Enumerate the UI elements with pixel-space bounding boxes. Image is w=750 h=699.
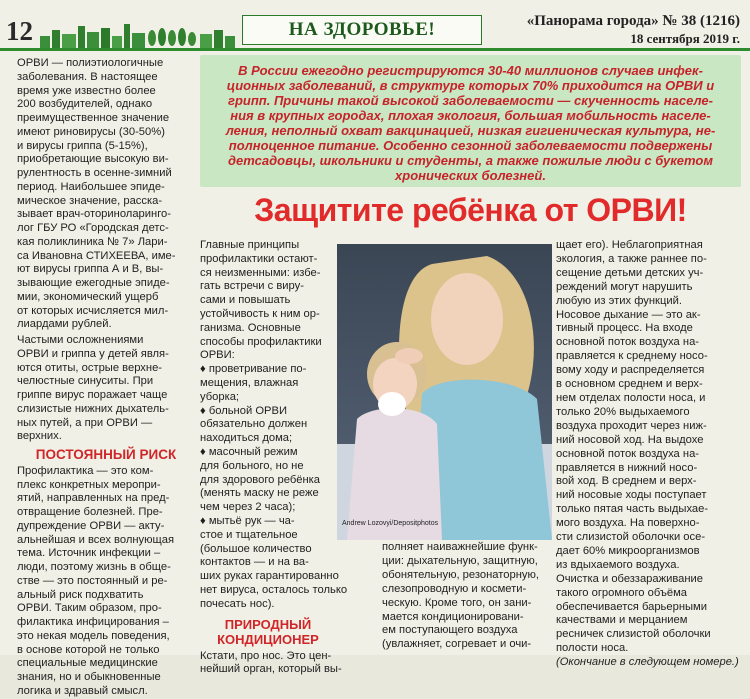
article-photo xyxy=(337,244,552,540)
list-item: для здорового ребёнка xyxy=(200,473,320,486)
list-item: для больного, но не xyxy=(200,459,304,472)
text-line: слизистые нижних дыхатель- xyxy=(17,402,169,415)
text-line: и вирусы гриппа (5-15%), xyxy=(17,139,148,152)
list-item: чем через 2 часа); xyxy=(200,501,296,514)
list-item: ♦ мытьё рук — ча- xyxy=(200,514,295,527)
list-item: нет вируса, осталось только xyxy=(200,583,348,596)
text-line: ОРВИ — полиэтиологичные xyxy=(17,57,164,69)
text-line: ний носовые ходы поступает xyxy=(556,489,707,502)
text-line: гать встречи с виру- xyxy=(200,280,304,293)
text-line: тивный процесс. На входе xyxy=(556,322,693,335)
text-line: ресничек слизистой оболочки xyxy=(556,628,711,641)
text-line: ных путей, а при ОРВИ — xyxy=(17,416,153,429)
text-line: сещение детьми детских уч- xyxy=(556,266,704,279)
text-line: устойчивость к ним ор- xyxy=(200,307,320,320)
continuation-note: (Окончание в следующем номере.) xyxy=(556,656,739,669)
lead-line: грипп. Причины такой высокой заболеваемости — скученность населе- xyxy=(228,93,713,108)
text-line: в основном среднем и верх- xyxy=(556,378,703,391)
text-line: сти слизистой оболочки осе- xyxy=(556,531,706,544)
text-line: зывает врач-оториноларинго- xyxy=(17,208,171,221)
paper-name: «Панорама города» № 38 (1216) xyxy=(526,13,740,29)
text-line: мическое значение, расска- xyxy=(17,194,163,207)
page-header xyxy=(0,0,750,50)
text-line: экология, а также раннее по- xyxy=(556,252,707,265)
section-heading-constant-risk: ПОСТОЯННЫЙ РИСК xyxy=(35,447,177,462)
text-line: стве — это постоянный и ре- xyxy=(17,574,168,587)
list-item: контактов — и на ва- xyxy=(200,556,309,569)
text-line: логика и здравый смысл. xyxy=(17,684,148,697)
middle-para-2 xyxy=(200,649,342,678)
text-line: лог ГБУ РО «Городская детс- xyxy=(17,222,169,234)
text-line: ний носовой ход. На выдохе xyxy=(556,433,704,446)
prevention-list xyxy=(200,363,348,611)
text-line: способы профилактики xyxy=(200,335,322,348)
city-skyline-graphic xyxy=(40,22,235,48)
text-line: Очистка и обеззараживание xyxy=(556,572,704,585)
rubric-title: НА ЗДОРОВЬЕ! xyxy=(288,19,436,40)
text-line: только 20% выдыхаемого xyxy=(556,405,690,418)
text-line: обонятельную, резонаторную, xyxy=(382,568,539,581)
lead-box xyxy=(200,55,741,187)
text-line: ятий, направленных на пред- xyxy=(17,492,170,505)
list-item: ♦ масочный режим xyxy=(200,445,298,458)
article-headline: Защитите ребёнка от ОРВИ! xyxy=(254,192,687,228)
text-line: дупреждение ОРВИ — акту- xyxy=(17,519,165,532)
list-item: стое и тщательное xyxy=(200,528,298,541)
text-line: вому ходу и распределяется xyxy=(556,364,705,377)
list-item: почесать нос). xyxy=(200,597,275,610)
text-line: правляется к среднему носо- xyxy=(556,350,708,363)
text-line: Кстати, про нос. Это цен- xyxy=(200,649,332,662)
list-item: уборка; xyxy=(200,390,240,403)
middle-para-1 xyxy=(200,239,336,363)
middle-column xyxy=(200,239,348,677)
text-line: ют вирусы гриппа А и В, вы- xyxy=(17,263,164,276)
left-para-3 xyxy=(17,465,195,699)
list-item: находиться дома; xyxy=(200,432,293,445)
text-line: ются отиты, острые верхне- xyxy=(17,361,163,374)
text-line: любую из этих функций. xyxy=(556,294,682,307)
header-divider xyxy=(0,48,750,51)
text-line: нейший орган, который вы- xyxy=(200,663,342,676)
text-line: мии, экономический ущерб xyxy=(17,290,159,303)
lead-line: ния в крупных городах, плохая экология, большая мобильность населе- xyxy=(230,108,711,123)
list-item: ♦ больной ОРВИ xyxy=(200,404,287,417)
right-para-1 xyxy=(556,239,743,309)
issue-date: 18 сентября 2019 г. xyxy=(630,31,740,46)
text-line: ганизма. Основные xyxy=(200,321,301,334)
text-line: Носовое дыхание — это ак- xyxy=(556,308,701,321)
left-para-1 xyxy=(17,57,195,332)
text-line: (увлажняет, согревает и очи- xyxy=(382,638,532,651)
left-para-2 xyxy=(17,334,195,444)
text-line: альный риск подхватить xyxy=(17,588,144,601)
list-item: (большое количество xyxy=(200,542,312,555)
list-item: (менять маску не реже xyxy=(200,487,319,500)
rubric-box xyxy=(242,15,482,45)
text-line: период. Наибольшее эпиде- xyxy=(17,180,165,193)
text-line: 200 возбудителей, однако xyxy=(17,98,153,111)
text-line: мается кондиционировани- xyxy=(382,610,524,623)
photo-credit: Andrew Lozovyi/Depositphotos xyxy=(342,520,439,527)
text-line: правляется в нижний носо- xyxy=(556,461,698,474)
text-line: полости носа. xyxy=(556,642,629,655)
text-line: специальные медицинские xyxy=(17,657,158,670)
lead-line: ления, неполный охват вакцинацией, низкая гигиеническая культура, не- xyxy=(225,123,716,138)
text-line: челюстные синуситы. При xyxy=(17,375,154,388)
text-line: от которых исчисляется мил- xyxy=(17,304,169,317)
text-line: преимущественное значение xyxy=(17,112,170,124)
left-column xyxy=(17,57,195,699)
text-line: имеют риновирусы (30-50%) xyxy=(17,125,165,138)
text-line: заболевания. В настоящее xyxy=(17,70,158,83)
text-line: Профилактика — это ком- xyxy=(17,464,154,477)
text-line: в основе которой не только xyxy=(17,643,160,656)
text-line: ся неизменными: избе- xyxy=(200,266,321,279)
text-line: слезопроводную и космети- xyxy=(382,582,527,595)
text-line: из вдыхаемого воздуха. xyxy=(556,558,680,571)
text-line: основной поток воздуха на- xyxy=(556,447,700,460)
page-number: 12 xyxy=(6,16,33,46)
text-line: верхних. xyxy=(17,430,62,443)
text-line: ОРВИ: xyxy=(200,349,235,362)
text-line: время уже известно более xyxy=(17,84,156,97)
text-line: ОРВИ. Таким образом, про- xyxy=(17,602,162,615)
text-line: основной поток воздуха на- xyxy=(556,336,700,349)
text-line: плекс конкретных меропри- xyxy=(17,478,161,491)
text-line: кая поликлиника № 7» Лари- xyxy=(17,235,168,248)
text-line: люди, поэтому жизнь в обще- xyxy=(17,561,171,573)
list-item: обязательно должен xyxy=(200,418,308,431)
text-line: отвращение болезней. Пре- xyxy=(17,506,163,518)
text-line: гриппе вирус поражает чаще xyxy=(17,389,168,401)
lead-line: детсадовцы, школьники и студенты, а также пожилые люди с букетом xyxy=(228,153,713,168)
text-line: такого огромного объёма xyxy=(556,586,688,599)
text-line: вой ход. В среднем и верх- xyxy=(556,475,697,488)
heading-line: КОНДИЦИОНЕР xyxy=(217,631,319,647)
lead-line: ционных заболеваний, в структуре которых 70% приходится на ОРВИ и xyxy=(226,78,715,93)
text-line: са Ивановна СТИХЕЕВА, име- xyxy=(17,249,176,262)
text-line: знания, но и обыкновенные xyxy=(17,671,161,683)
text-line: качествами и мерцанием xyxy=(556,614,688,627)
text-line: ческую. Кроме того, он зани- xyxy=(382,596,532,609)
text-line: только пятая часть выдыхае- xyxy=(556,503,709,516)
lead-line: полноценное питание. Особенно сезонной заболеваемости подвержены xyxy=(228,138,713,153)
text-line: нем отделах полости носа, и xyxy=(556,391,706,404)
right-column xyxy=(556,239,743,670)
text-line: приобретающие высокую ви- xyxy=(17,153,169,166)
text-line: щает его). Неблагоприятная xyxy=(556,239,703,251)
lead-line: хронических болезней. xyxy=(395,168,546,183)
text-line: реждений могут нарушить xyxy=(556,280,693,293)
text-line: филактика инфицирования – xyxy=(17,616,169,628)
text-line: воздуха проходит через ниж- xyxy=(556,419,707,432)
text-line: Частыми осложнениями xyxy=(17,334,144,346)
text-line: сами и повышать xyxy=(200,294,291,307)
text-line: дает 60% микроорганизмов xyxy=(556,544,700,557)
text-line: Главные принципы xyxy=(200,239,300,251)
lead-line: В России ежегодно регистрируются 30-40 миллионов случаев инфек- xyxy=(238,63,703,78)
text-line: полняет наиважнейшие функ- xyxy=(382,541,538,553)
right-para-2 xyxy=(556,309,743,657)
text-line: мого воздуха. На поверхно- xyxy=(556,517,700,530)
text-line: лиардами рублей. xyxy=(17,318,112,331)
heading-line: ПРИРОДНЫЙ xyxy=(224,616,312,632)
list-item: ♦ проветривание по- xyxy=(200,363,307,376)
text-line: ции: дыхательную, защитную, xyxy=(382,554,538,567)
text-line: рулентность в осенне-зимний xyxy=(17,167,172,179)
list-item: ших руках гарантированно xyxy=(200,570,339,583)
bottom-column xyxy=(382,541,552,652)
section-heading-natural-conditioner xyxy=(200,617,336,647)
text-line: альнейшая и всех волнующая xyxy=(17,533,175,546)
list-item: мещения, влажная xyxy=(200,376,299,389)
text-line: ОРВИ и гриппа у детей явля- xyxy=(17,347,169,360)
text-line: ем поступающего воздуха xyxy=(382,624,518,637)
text-line: обеспечивается барьерными xyxy=(556,600,707,613)
text-line: тема. Источник инфекции – xyxy=(17,547,161,560)
text-line: профилактики остают- xyxy=(200,252,318,265)
text-line: зывающие ежегодные эпиде- xyxy=(17,277,170,289)
text-line: это некая модель поведения, xyxy=(17,629,170,642)
